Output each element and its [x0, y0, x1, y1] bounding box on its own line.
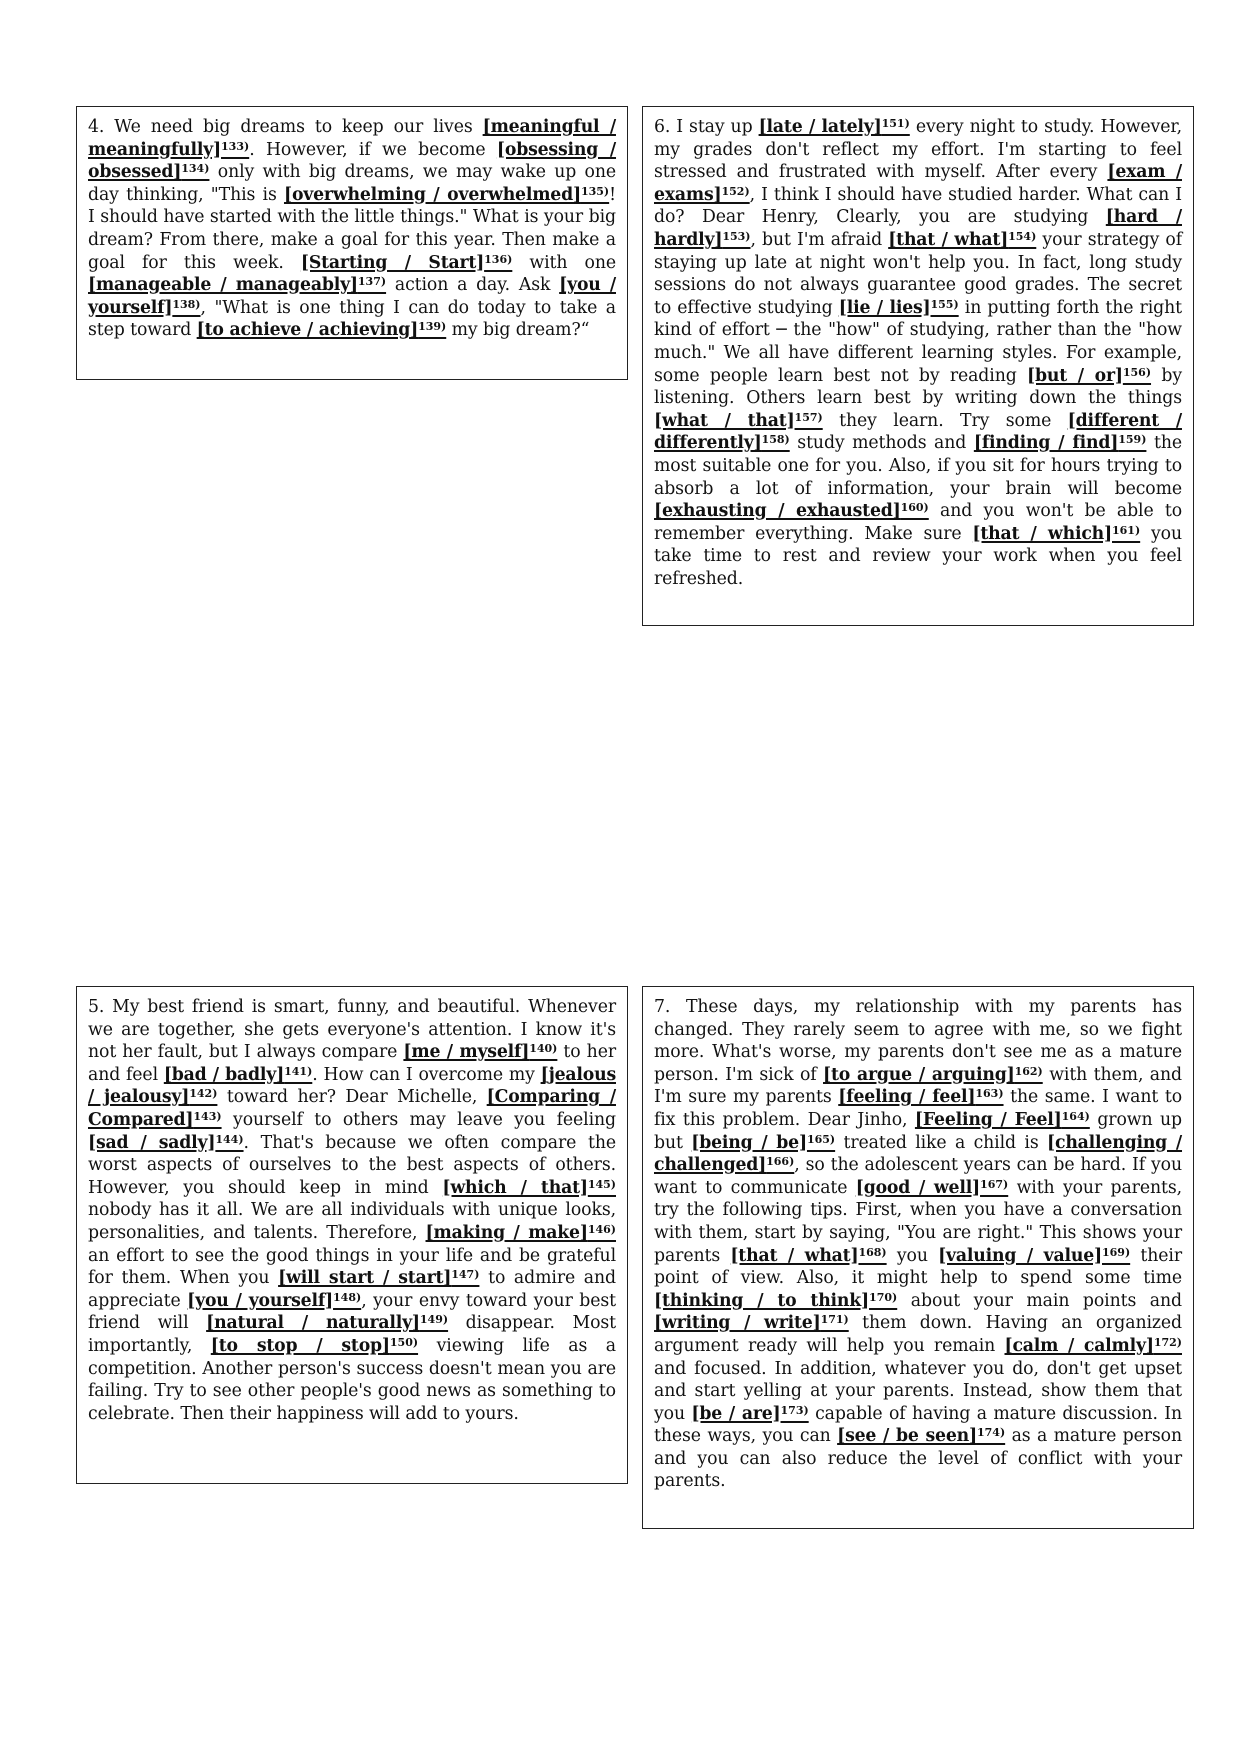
choice-options: [valuing / value] [938, 1245, 1102, 1266]
passage-text-segment: , so the adolescent years can be hard. If you want to communicate [654, 1155, 1182, 1198]
passage-text-segment: , I think I should have studied harder. What can I do? Dear Henry, Clearly, you are studying [654, 184, 1182, 228]
choice-blank[interactable] [838, 1087, 1003, 1107]
choice-blank[interactable] [206, 1313, 448, 1333]
passage-text-segment: nobody has it all. We are all individuals with unique looks, personalities, and talents. Therefore, [88, 1200, 616, 1243]
choice-blank[interactable] [442, 1178, 616, 1198]
choice-options: [to argue / arguing] [823, 1064, 1015, 1085]
passage-text-segment: grown up but [654, 1109, 1182, 1153]
choice-blank[interactable] [654, 501, 929, 521]
question-number: 143) [193, 1109, 222, 1123]
choice-options: [Comparing / Compared] [88, 1087, 616, 1130]
passage-text-segment: study methods and [789, 433, 974, 454]
choice-blank[interactable] [837, 1426, 1005, 1446]
choice-options: [natural / naturally] [206, 1313, 420, 1334]
passage-text-segment: . However, if we become [249, 139, 497, 160]
question-number: 174) [976, 1426, 1006, 1440]
choice-options: [you / yourself] [187, 1290, 334, 1311]
choice-blank[interactable] [691, 1404, 808, 1424]
passage-text-segment: to admire and appreciate [88, 1268, 616, 1311]
choice-blank[interactable] [823, 1065, 1043, 1085]
passage-text-segment: they learn. Try some [822, 410, 1068, 431]
passage-text-segment: with your parents, try the following tips. First, when you have a conversation with them, start by saying, "You are right." This shows your parents [654, 1177, 1182, 1266]
choice-blank[interactable] [888, 230, 1036, 250]
choice-options: [Feeling / Feel] [914, 1109, 1062, 1130]
passage-text-segment: your strategy of staying up late at night won't help you. In fact, long study sessions do not always guarantee good grades. The secret to effective studying [654, 229, 1182, 318]
passage-text-segment: 4. We need big dreams to keep our lives [88, 117, 483, 137]
choice-blank[interactable] [691, 1133, 835, 1153]
passage-text-segment: viewing life as a competition. Another person's success doesn't mean you are failing. Try to see other people's good news as something to celebrate. Then their happiness will add to yours. [88, 1335, 616, 1424]
question-number: 158) [761, 433, 790, 447]
passage-text [88, 996, 616, 1425]
question-number: 151) [881, 117, 910, 130]
choice-options: [to achieve / achieving] [196, 320, 419, 341]
choice-options: [finding / find] [973, 433, 1119, 454]
choice-options: [will start / start] [278, 1268, 452, 1289]
question-number: 168) [858, 1245, 887, 1259]
question-number: 146) [587, 1222, 616, 1236]
passage-text-segment: as a mature person and you can also reduce the level of conflict with your parents. [654, 1426, 1183, 1492]
passage-text-segment: treated like a child is [835, 1132, 1048, 1153]
question-number: 166) [766, 1155, 795, 1169]
choice-options: [good / well] [855, 1177, 981, 1198]
choice-options: [which / that] [442, 1177, 588, 1198]
question-number: 157) [794, 410, 823, 424]
passage-text-segment: disappear. Most importantly, [88, 1313, 616, 1356]
choice-blank[interactable] [915, 1110, 1090, 1130]
choice-options: [Starting / Start] [300, 252, 485, 273]
passage-text-segment: the most suitable one for you. Also, if you sit for hours trying to absorb a lot of information, your brain will become [654, 433, 1182, 499]
choice-blank[interactable] [403, 1042, 557, 1062]
passage-text-segment: you [886, 1245, 939, 1266]
passage-text-segment: an effort to see the good things in your life and be grateful for them. When you [88, 1245, 616, 1289]
choice-options: [exam / exams] [654, 162, 1182, 205]
question-number: 138) [172, 297, 201, 311]
choice-options: [thinking / to think] [654, 1290, 870, 1311]
passage-text-segment: . How can I overcome my [312, 1064, 541, 1085]
choice-options: [you / yourself] [88, 275, 616, 318]
question-number: 163) [975, 1087, 1004, 1101]
choice-blank[interactable] [88, 275, 386, 295]
choice-options: [bad / badly] [163, 1064, 285, 1085]
choice-options: [sad / sadly] [88, 1132, 216, 1153]
choice-blank[interactable] [974, 433, 1147, 453]
passage-text-segment: you take time to rest and review your work when you feel refreshed. [654, 523, 1183, 589]
passage-text-segment: their point of view. Also, it might help to spend some time [654, 1245, 1182, 1289]
passage-text-segment: . That's because we often compare the worst aspects of ourselves to the best aspects of others. However, you should keep in mind [88, 1132, 616, 1198]
choice-options: [that / what] [730, 1245, 859, 1266]
passage-text-segment: toward her? Dear Michelle, [217, 1087, 487, 1108]
choice-options: [being / be] [691, 1132, 807, 1153]
question-number: 136) [484, 252, 513, 266]
choice-options: [jealous / jealousy] [88, 1064, 616, 1108]
question-number: 170) [869, 1290, 898, 1304]
choice-options: [be / are] [691, 1403, 781, 1424]
question-number: 150) [389, 1335, 419, 1349]
passage-text-segment: in putting forth the right kind of effort ─ the "how" of studying, rather than the "how much." We all have different learning styles. For example, some people learn best not by reading [654, 297, 1182, 386]
passage-5-box [76, 986, 628, 1484]
choice-blank[interactable] [187, 1291, 361, 1311]
question-number: 161) [1112, 523, 1141, 537]
question-number: 153) [722, 229, 751, 243]
passage-text-segment: only with big dreams, we may wake up one day thinking, "This is [88, 162, 616, 205]
passage-text-segment: yourself to others may leave you feeling [221, 1109, 616, 1130]
passage-text [654, 996, 1182, 1493]
question-number: 155) [930, 297, 959, 311]
question-number: 147) [451, 1268, 480, 1282]
question-number: 173) [780, 1403, 809, 1417]
choice-blank[interactable] [278, 1268, 479, 1288]
question-number: 172) [1153, 1335, 1182, 1349]
question-number: 145) [587, 1177, 616, 1191]
passage-text-segment: 5. My best friend is smart, funny, and beautiful. Whenever we are together, she gets everyone's attention. I know it's not her fault, but I always compare [88, 997, 616, 1063]
passage-text-segment: , your envy toward your best friend will [88, 1290, 616, 1334]
choice-blank[interactable] [426, 1223, 616, 1243]
passage-text-segment: 7. These days, my relationship with my parents has changed. They rarely seem to agree with me, so we fight more. What's worse, my parents don't see me as a mature person. I'm sick of [654, 997, 1182, 1085]
passage-text-segment: with them, and I'm sure my parents [654, 1064, 1182, 1108]
question-number: 139) [418, 320, 447, 334]
passage-text-segment: , "What is one thing I can do today to take a step toward [88, 297, 616, 341]
choice-options: [overwhelming / overwhelmed] [283, 184, 581, 205]
choice-blank[interactable] [284, 185, 609, 205]
passage-text-segment: every night to study. However, my grades don't reflect my effort. I'm starting to feel stressed and frustrated with myself. After every [654, 117, 1182, 183]
choice-blank[interactable] [197, 320, 447, 340]
question-number: 148) [333, 1290, 362, 1304]
choice-blank[interactable] [856, 1178, 1008, 1198]
choice-options: [late / lately] [758, 117, 882, 137]
choice-options: [to stop / stop] [210, 1335, 390, 1356]
choice-options: [manageable / manageably] [88, 275, 358, 296]
choice-options: [that / which] [972, 523, 1112, 544]
question-number: 169) [1102, 1245, 1131, 1259]
passage-text [88, 116, 616, 342]
choice-options: [writing / write] [654, 1313, 821, 1334]
question-number: 134) [181, 162, 210, 176]
choice-blank[interactable] [211, 1336, 418, 1356]
choice-options: [meaningful / meaningfully] [88, 117, 616, 160]
question-number: 149) [419, 1313, 449, 1327]
choice-options: [but / or] [1027, 365, 1123, 386]
choice-options: [different / differently] [654, 410, 1182, 454]
passage-7-box [642, 986, 1194, 1529]
question-number: 165) [806, 1132, 836, 1146]
choice-options: [exhausting / exhausted] [654, 501, 901, 522]
passage-4-box [76, 106, 628, 380]
choice-options: [hard / hardly] [654, 207, 1182, 250]
choice-blank[interactable] [301, 253, 512, 273]
choice-options: [what / that] [654, 410, 795, 431]
choice-blank[interactable] [972, 524, 1140, 544]
passage-text-segment: capable of having a mature discussion. In these ways, you can [654, 1403, 1182, 1447]
passage-text-segment: my big dream?“ [446, 320, 590, 341]
passage-text-segment: 6. I stay up [654, 117, 759, 137]
passage-text-segment: action a day. Ask [386, 275, 560, 296]
choice-blank[interactable] [1027, 366, 1151, 386]
choice-blank[interactable] [730, 1246, 886, 1266]
choice-blank[interactable] [839, 298, 959, 318]
question-number: 142) [189, 1087, 218, 1101]
question-number: 137) [357, 275, 387, 289]
question-number: 140) [529, 1042, 558, 1056]
passage-text-segment: with one [512, 252, 616, 273]
choice-options: [challenging / challenged] [654, 1132, 1183, 1176]
choice-options: [feeling / feel] [838, 1087, 976, 1108]
passage-text-segment: about your main points and [897, 1290, 1182, 1311]
passage-text-segment: the same. I want to fix this problem. Dear Jinho, [654, 1087, 1183, 1130]
choice-options: [that / what] [888, 229, 1009, 250]
passage-text [654, 116, 1182, 590]
choice-options: [making / make] [425, 1222, 588, 1243]
question-number: 164) [1061, 1109, 1090, 1123]
choice-blank[interactable] [1005, 1336, 1183, 1356]
choice-blank[interactable] [654, 1313, 849, 1333]
passage-text-segment: and focused. In addition, whatever you do, don't get upset and start yelling at your parents. Instead, show them that you [654, 1358, 1182, 1424]
question-number: 167) [980, 1177, 1009, 1191]
choice-blank[interactable] [88, 1133, 244, 1153]
choice-options: [calm / calmly] [1004, 1335, 1154, 1356]
question-number: 162) [1014, 1064, 1043, 1078]
passage-6-box [642, 106, 1194, 626]
question-number: 160) [900, 501, 929, 515]
question-number: 135) [580, 184, 610, 198]
question-number: 133) [221, 139, 250, 153]
passage-text-segment: by listening. Others learn best by writing down the things [654, 365, 1182, 409]
question-number: 144) [215, 1132, 244, 1146]
choice-options: [obsessing / obsessed] [88, 139, 617, 183]
choice-blank[interactable] [654, 1291, 897, 1311]
question-number: 154) [1008, 229, 1037, 243]
passage-text-segment: them down. Having an organized argument ready will help you remain [654, 1313, 1183, 1356]
passage-text-segment: to her and feel [88, 1042, 616, 1085]
question-number: 159) [1118, 433, 1147, 447]
question-number: 171) [820, 1313, 849, 1327]
choice-blank[interactable] [164, 1065, 312, 1085]
question-number: 152) [721, 184, 750, 198]
question-number: 141) [284, 1064, 313, 1078]
choice-blank[interactable] [759, 117, 910, 137]
choice-blank[interactable] [938, 1246, 1130, 1266]
question-number: 156) [1122, 365, 1152, 379]
passage-text-segment: , but I'm afraid [750, 229, 889, 250]
choice-options: [see / be seen] [837, 1426, 977, 1447]
choice-options: [me / myself] [403, 1042, 530, 1063]
choice-options: [lie / lies] [838, 297, 931, 318]
passage-text-segment: ! I should have started with the little things." What is your big dream? From there, make a goal for this year. Then make a goal for this week. [88, 184, 616, 273]
passage-text-segment: and you won't be able to remember everything. Make sure [654, 501, 1182, 544]
choice-blank[interactable] [654, 411, 823, 431]
